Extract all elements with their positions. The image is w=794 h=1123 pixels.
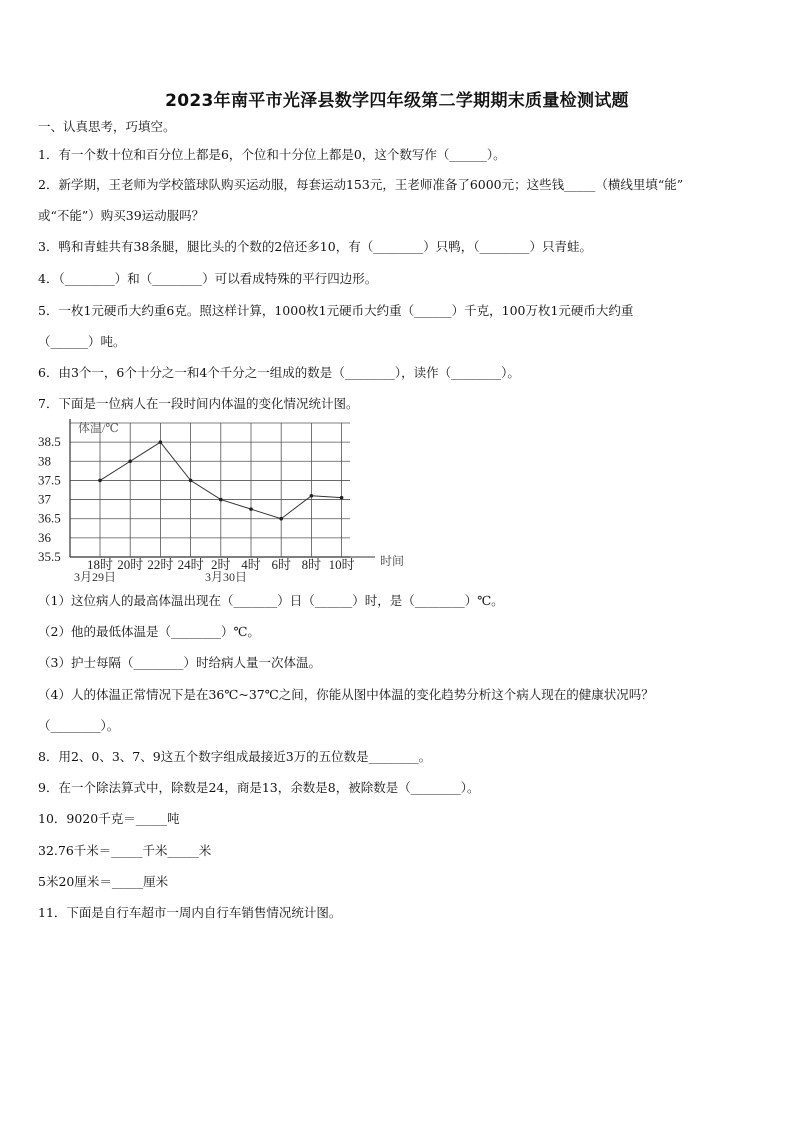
- question-6: 6．由3个一，6个十分之一和4个千分之一组成的数是（________），读作（________）。: [38, 365, 520, 380]
- x-tick-label: 2时: [211, 557, 231, 572]
- x-tick-label: 8时: [301, 557, 322, 572]
- x-tick-label: 24时: [177, 557, 204, 572]
- question-1: 1．有一个数十位和百分位上都是6，个位和十分位上都是0，这个数写作（______）。: [38, 147, 506, 162]
- x-tick-label: 18时: [86, 557, 114, 572]
- page-title: 2023年南平市光泽县数学四年级第二学期期末质量检测试题: [165, 91, 629, 111]
- x-tick-label: 10时: [328, 557, 355, 572]
- question-9: 9．在一个除法算式中，除数是24，商是13，余数是8，被除数是（________）。: [38, 780, 480, 795]
- section-heading: 一、认真思考，巧填空。: [38, 119, 176, 134]
- date-label-1: 3月29日: [74, 570, 117, 584]
- data-point: [189, 479, 193, 483]
- question-7-part-3: （3）护士每隔（________）时给病人量一次体温。: [38, 655, 321, 670]
- question-5-line-1: 5．一枚1元硬币大约重6克。照这样计算，1000枚1元硬币大约重（______）千克，100万枚1元硬币大约重: [38, 303, 634, 318]
- y-tick-label: 38: [38, 453, 51, 469]
- y-tick-label: 38.5: [38, 434, 61, 450]
- question-2-line-1: 2．新学期，王老师为学校篮球队购买运动服，每套运动153元，王老师准备了6000元；这些钱_____（横线里填“能”: [38, 177, 684, 192]
- y-tick-label: 36.5: [38, 510, 61, 526]
- data-point: [159, 440, 163, 444]
- question-10-part-1: 10．9020千克＝_____吨: [38, 811, 180, 826]
- question-7: 7．下面是一位病人在一段时间内体温的变化情况统计图。: [38, 396, 359, 411]
- question-8: 8．用2、0、3、7、9这五个数字组成最接近3万的五位数是________。: [38, 749, 432, 764]
- data-point: [219, 498, 223, 502]
- question-3: 3．鸭和青蛙共有38条腿，腿比头的个数的2倍还多10，有（________）只鸭，（________）只青蛙。: [38, 239, 592, 254]
- data-point: [279, 517, 283, 521]
- question-11: 11．下面是自行车超市一周内自行车销售情况统计图。: [38, 905, 342, 920]
- x-tick-label: 6时: [271, 557, 291, 572]
- y-tick-label: 35.5: [38, 549, 61, 564]
- data-point: [340, 496, 344, 500]
- x-tick-label: 22时: [147, 557, 174, 572]
- question-5-line-2: （______）吨。: [38, 334, 126, 349]
- y-tick-label: 36: [38, 529, 51, 545]
- question-4: 4．（________）和（________）可以看成特殊的平行四边形。: [38, 271, 378, 286]
- y-tick-label: 37: [38, 491, 51, 507]
- date-label-2: 3月30日: [205, 570, 248, 584]
- data-point: [98, 479, 102, 483]
- data-point: [249, 507, 253, 511]
- chart-y-axis-label: 体温/℃: [78, 421, 119, 435]
- question-7-part-4: （4）人的体温正常情况下是在36℃~37℃之间，你能从图中体温的变化趋势分析这个病人现在的健康状况吗？: [38, 687, 654, 702]
- question-7-part-4-answer: （________）。: [38, 718, 120, 733]
- question-7-part-2: （2）他的最低体温是（________）℃。: [38, 624, 260, 639]
- temperature-line-chart: [30, 415, 420, 590]
- x-tick-label: 4时: [241, 557, 261, 572]
- question-7-part-1: （1）这位病人的最高体温出现在（_______）日（______）时，是（________）℃。: [38, 593, 504, 608]
- data-point: [128, 459, 132, 463]
- question-10-part-2: 32.76千米＝_____千米_____米: [38, 843, 212, 858]
- y-tick-label: 37.5: [38, 472, 61, 488]
- chart-x-axis-label: 时间: [380, 554, 405, 568]
- question-10-part-3: 5米20厘米＝_____厘米: [38, 874, 169, 889]
- x-tick-label: 20时: [117, 557, 144, 572]
- data-point: [310, 494, 314, 498]
- question-2-line-2: 或“不能”）购买39运动服吗？: [38, 208, 205, 223]
